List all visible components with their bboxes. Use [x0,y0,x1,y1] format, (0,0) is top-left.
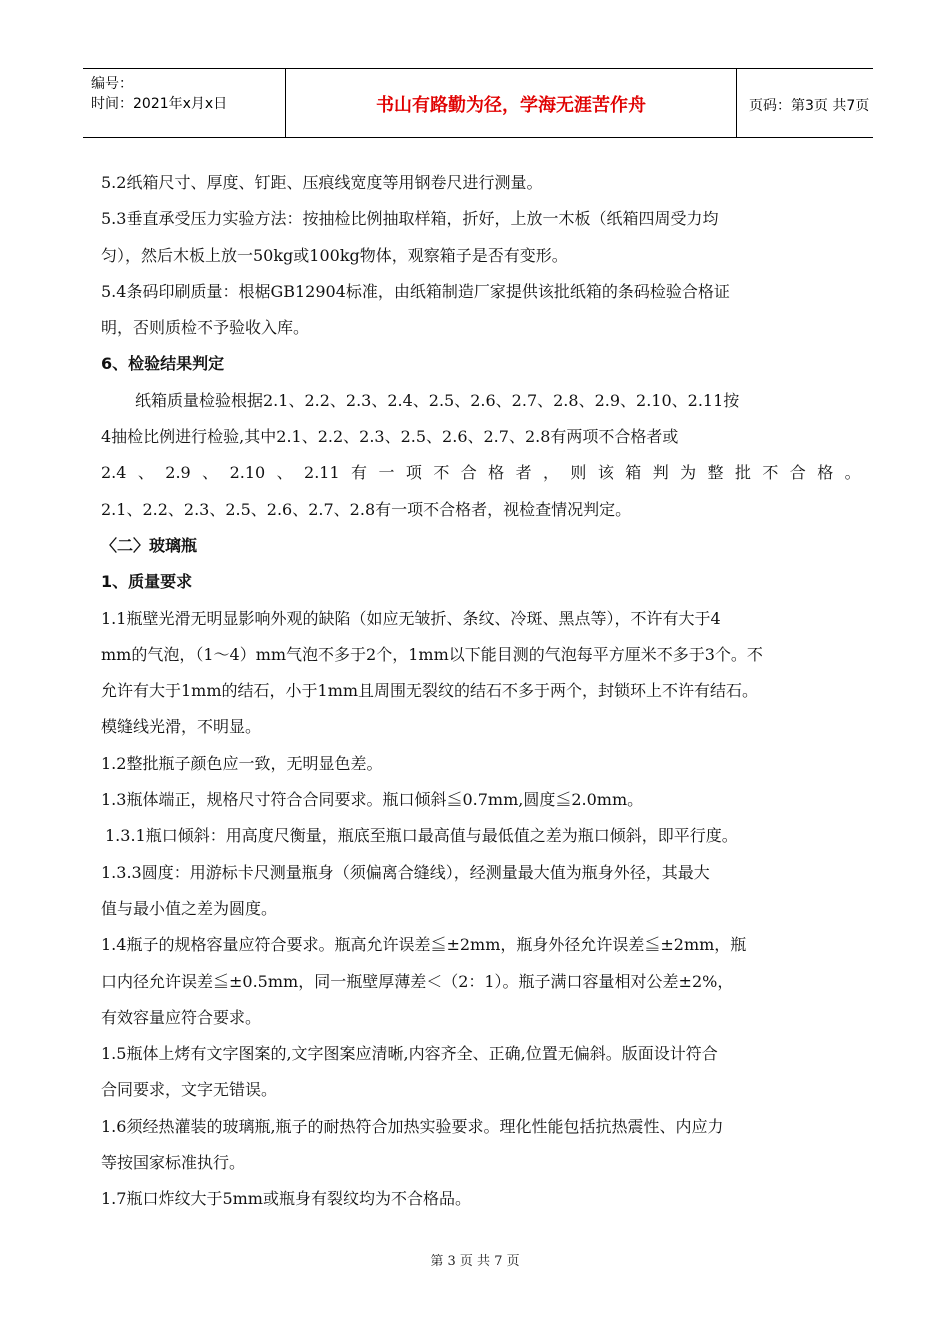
paragraph-line: 1.1瓶壁光滑无明显影响外观的缺陷（如应无皱折、条纹、冷斑、黑点等），不许有大于4 [101,608,721,628]
paragraph-line: 等按国家标准执行。 [101,1153,246,1173]
paragraph-line: 2.1、2.2、2.3、2.5、2.6、2.7、2.8有一项不合格者，视检查情况判定。 [101,499,632,519]
justified-token: 。 [844,463,861,483]
motto-text: 书山有路勤为径，学海无涯苦作舟 [376,95,646,116]
justified-token: 为 [680,463,697,483]
justified-token: 、 [202,463,219,483]
page-footer: 第 3 页 共 7 页 [430,1254,520,1269]
document-header [83,68,873,138]
justified-token: 合 [789,463,806,483]
justified-token: ， [543,463,560,483]
justified-token: 一 [378,463,395,483]
justified-token: 有 [351,463,368,483]
justified-token: 、 [276,463,293,483]
justified-token: 不 [433,463,450,483]
paragraph-line: 5.3垂直承受压力实验方法：按抽检比例抽取样箱，折好，上放一木板（纸箱四周受力均 [101,209,719,229]
justified-token: 该 [597,463,614,483]
paragraph-line: 纸箱质量检验根据2.1、2.2、2.3、2.4、2.5、2.6、2.7、2.8、2.9、2.10、2.11按 [135,390,740,410]
justified-token: 者 [515,463,532,483]
paragraph-line: 1.5瓶体上烤有文字图案的,文字图案应清晰,内容齐全、正确,位置无偏斜。版面设计符合 [101,1044,718,1064]
justified-token: 2.11 [304,463,340,483]
paragraph-line: 合同要求，文字无错误。 [101,1080,278,1100]
justified-token: 整 [707,463,724,483]
paragraph-line: 有效容量应符合要求。 [101,1007,262,1027]
justified-token: 批 [734,463,751,483]
justified-token: 格 [488,463,505,483]
justified-token: 格 [817,463,834,483]
paragraph-line: 1.3瓶体端正，规格尺寸符合合同要求。瓶口倾斜≦0.7mm,圆度≦2.0mm。 [101,790,644,810]
paragraph-line: 明，否则质检不予验收入库。 [101,318,310,338]
header-motto-cell [285,69,737,137]
justified-token: 、 [137,463,154,483]
paragraph-line: 1.3.1瓶口倾斜：用高度尺衡量，瓶底至瓶口最高值与最低值之差为瓶口倾斜，即平行度。 [105,826,738,846]
paragraph-line: 匀），然后木板上放一50kg或100kg物体，观察箱子是否有变形。 [101,245,568,265]
paragraph-line: 4抽检比例进行检验,其中2.1、2.2、2.3、2.5、2.6、2.7、2.8有两项不合格者或 [101,427,679,447]
header-left-cell [83,69,285,137]
paragraph-line: 5.2纸箱尺寸、厚度、钉距、压痕线宽度等用钢卷尺进行测量。 [101,173,543,192]
header-page-info: 页码：第3页 共7页 [749,98,870,114]
paragraph-line: 允许有大于1mm的结石，小于1mm且周围无裂纹的结石不多于两个，封锁环上不许有结石。 [101,681,759,701]
justified-token: 2.4 [101,463,127,483]
justified-token: 箱 [625,463,642,483]
justified-token: 2.10 [229,463,266,483]
justified-token: 判 [652,463,669,483]
paragraph-line: 口内径允许误差≦±0.5mm，同一瓶壁厚薄差＜（2：1）。瓶子满口容量相对公差±2%， [101,971,734,991]
paragraph-line: 值与最小值之差为圆度。 [101,898,278,918]
justified-paragraph-line [101,455,861,491]
section-heading: 6、检验结果判定 [101,354,225,374]
paragraph-line: 5.4条码印刷质量：根椐GB12904标准，由纸箱制造厂家提供该批纸箱的条码检验合格证 [101,281,730,301]
justified-token: 不 [762,463,779,483]
justified-token: 则 [570,463,587,483]
paragraph-line: 1.3.3圆度：用游标卡尺测量瓶身（须偏离合缝线），经测量最大值为瓶身外径，其最大 [101,862,710,882]
section-heading: 〈二〉玻璃瓶 [101,535,198,555]
paragraph-line: mm的气泡，（1～4）mm气泡不多于2个，1mm以下能目测的气泡每平方厘米不多于3个。不 [101,644,763,664]
section-heading: 1、质量要求 [101,572,193,592]
paragraph-line: 1.6须经热灌装的玻璃瓶,瓶子的耐热符合加热实验要求。理化性能包括抗热震性、内应力 [101,1116,724,1136]
paragraph-line: 模缝线光滑，不明显。 [101,717,262,737]
paragraph-line: 1.4瓶子的规格容量应符合要求。瓶高允许误差≦±2mm，瓶身外径允许误差≦±2mm，瓶 [101,935,747,955]
document-number-label: 编号： [91,76,133,92]
justified-token: 合 [460,463,477,483]
paragraph-line: 1.2整批瓶子颜色应一致，无明显色差。 [101,753,383,773]
justified-token: 2.9 [165,463,191,483]
document-time-label: 时间：2021年x月x日 [91,96,228,112]
justified-token: 项 [405,463,422,483]
document-body [101,165,861,1218]
header-page-cell [737,69,873,137]
paragraph-line: 1.7瓶口炸纹大于5mm或瓶身有裂纹均为不合格品。 [101,1189,471,1209]
